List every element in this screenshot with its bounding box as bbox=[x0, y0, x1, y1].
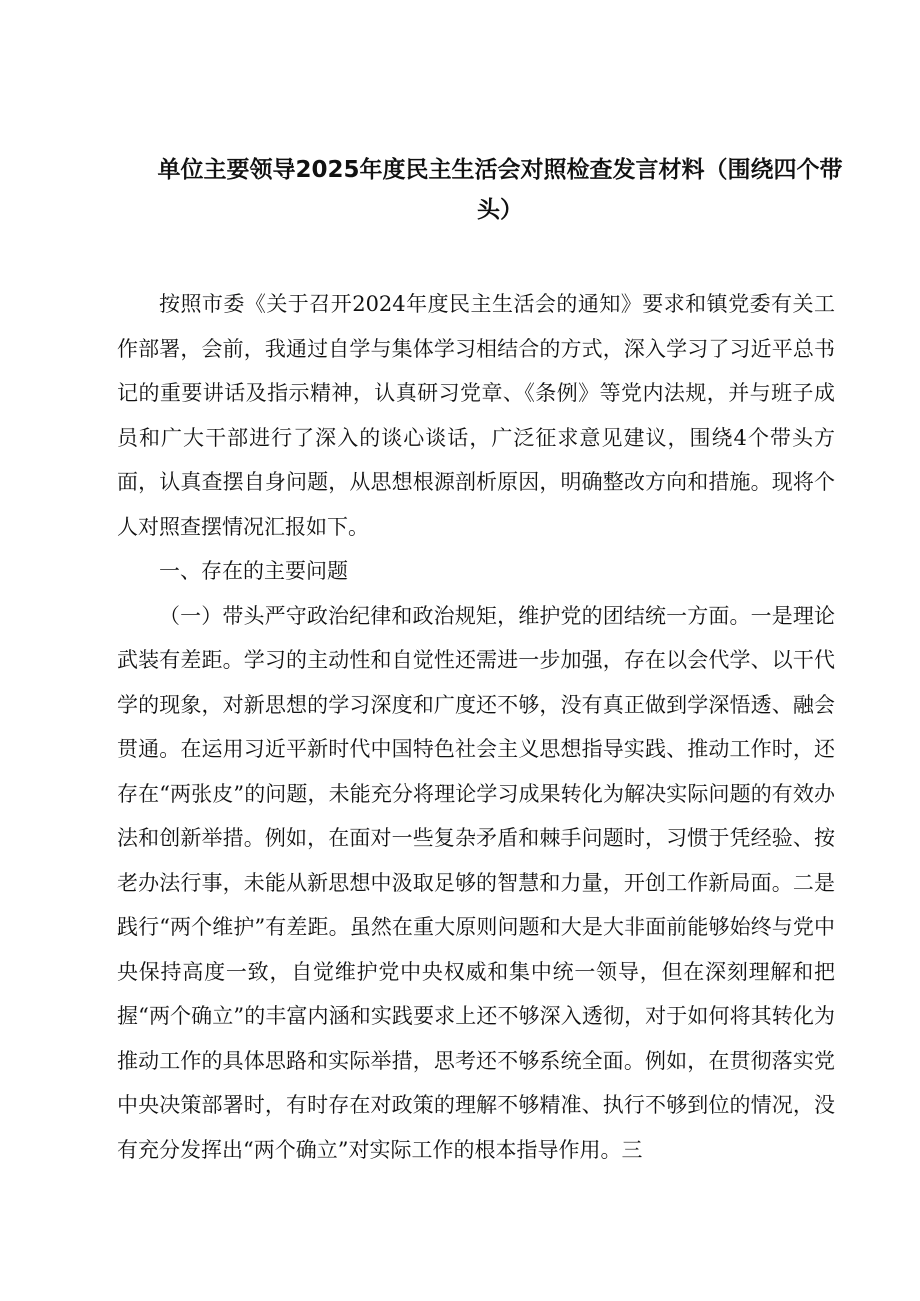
body-paragraph: （一）带头严守政治纪律和政治规矩，维护党的团结统一方面。一是理论武装有差距。学习的主动性和自觉性还需进一步加强，存在以会代学、以干代学的现象，对新思想的学习深度和广度还不够，没有真正做到学深悟透、融会贯通。在运用习近平新时代中国特色社会主义思想指导实践、推动工作时，还存在“两张皮”的问题，未能充分将理论学习成果转化为解决实际问题的有效办法和创新举措。例如，在面对一些复杂矛盾和棘手问题时，习惯于凭经验、按老办法行事，未能从新思想中汲取足够的智慧和力量，开创工作新局面。二是践行“两个维护”有差距。虽然在重大原则问题和大是大非面前能够始终与党中央保持高度一致，自觉维护党中央权威和集中统一领导，但在深刻理解和把握“两个确立”的丰富内涵和实践要求上还不够深入透彻，对于如何将其转化为推动工作的具体思路和实际举措，思考还不够系统全面。例如，在贯彻落实党中央决策部署时，有时存在对政策的理解不够精准、执行不够到位的情况，没有充分发挥出“两个确立”对实际工作的根本指导作用。三 bbox=[117, 603, 835, 1162]
section-heading: 一、存在的主要问题 bbox=[159, 559, 348, 583]
document-title: 单位主要领导2025年度民主生活会对照检查发言材料（围绕四个带头） bbox=[157, 157, 843, 223]
intro-paragraph: 按照市委《关于召开2024年度民主生活会的通知》要求和镇党委有关工作部署，会前，我通过自学与集体学习相结合的方式，深入学习了习近平总书记的重要讲话及指示精神，认真研习党章、《条例》等党内法规，并与班子成员和广大干部进行了深入的谈心谈话，广泛征求意见建议，围绕4个带头方面，认真查摆自身问题，从思想根源剖析原因，明确整改方向和措施。现将个人对照查摆情况汇报如下。 bbox=[117, 292, 835, 539]
document-body bbox=[117, 282, 835, 1172]
